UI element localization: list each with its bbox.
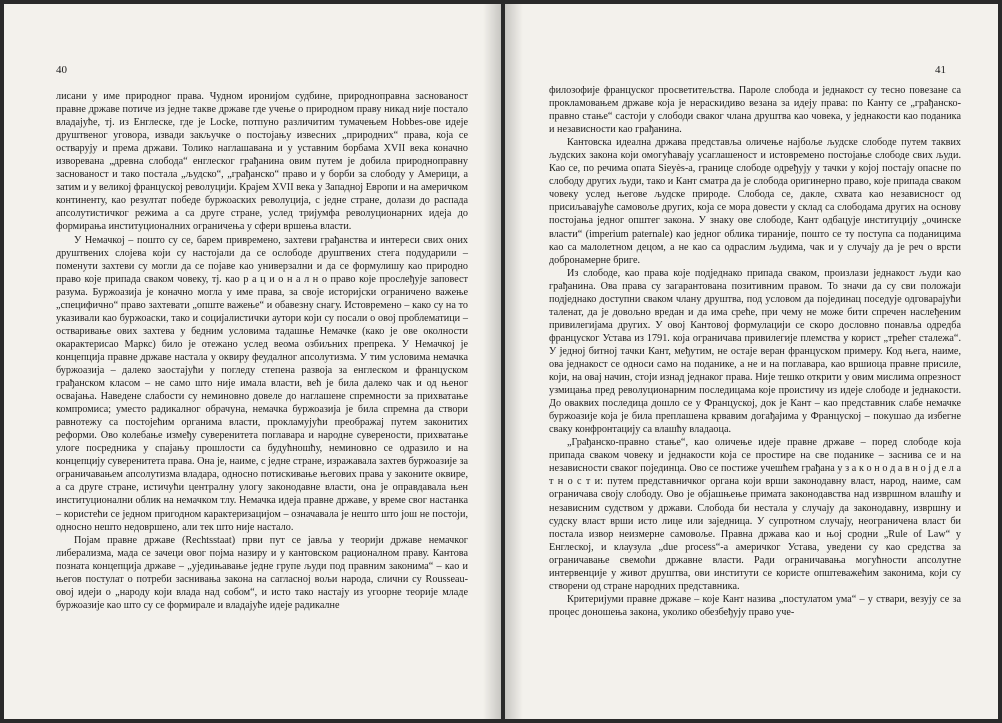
right-page [505,4,998,719]
left-page [4,4,501,719]
paragraph: Критеријуми правне државе – које Кант назива „постулатом ума“ – у ствари, везују се за процес доношења закона, уколико обезбеђују право уче- [549,593,961,618]
gutter-shadow-left [483,4,501,719]
paragraph: лисани у име природног права. Чудном иронијом судбине, природноправна заснованост правне државе потиче из једне такве државе где учење о природном праву никад није постало владајуће, тј. из Енглеске, где је Locke, потпуно различитим тумачењем Hobbes-ове идеје друштвеног уговора, извади закључке о постојању извесних „природних“ права, која се остварују и према држави. Толико наглашавана и у уставним борбама XVII века коначно изворевана „древна слобода“ енглеског грађанина овим путем је добила природноправну заснованост и тако постала „људско“, „грађанско“ право и у борби за слободу у Америци, а затим и у великој француској револуцији. Крајем XVII века у Западној Европи и на америчком континенту, као резултат победе буржоаских револуција, с једне стране, долази до распада апсолутистичког режима а са друге стране, услед тријумфа револуционарних идеја до формирања институционалних ограничења у сфери вршења власти. [56,91,468,233]
page-number-left: 40 [56,64,67,76]
gutter-shadow-right [505,4,523,719]
page-number-right: 41 [935,64,946,76]
paragraph: Појам правне државе (Rechtsstaat) први пут се јавља у теорији државе немачког либерализма, мада се зачеци овог појма назиру и у кантовском рационалном праву. Кантова позната концепција државе – „уједињавање једне групе људи под правним законима“ – као и његов постулат о потреби заснивања закона на сагласној вољи народа, слични су Rousseau-овој идеји о „народу који влада над собом“, и исто тако настају из угоорне теорије младе буржоазије као што су се формирале и владајуће идеје радикалне [56,534,468,611]
paragraph: филозофије француског просветитељства. Пароле слобода и једнакост су тесно повезане са прокламовањем државе која је нераскидиво везана за идеју права: по Канту се „грађанско-правно стање“ састоји у слободи сваког члана друштва као човека, у једнакости као поданика и независности као грађанина. [549,85,961,136]
paragraph: Кантовска идеална држава представља оличење најбоље људске слободе путем таквих људских закона који омогућавају усаглашеност и истовремено постојање слободе свих људи. Као се, по речима опата Sieyès-а, границе слободе одређују у тачки у којој постају опасне по слободу других људи, тако и Кант сматра да је слобода оригинерно право, које припада сваком човеку услед његове људске природе. Слобода се, дакле, схвата као независност од присиљавајуће самовоље других, која се мора довести у склад са слободама других на основу постојања једног општег закона. У знаку ове слободе, Кант одбацује институцију „очинске власти“ (imperium paternale) као једног облика тираније, пошто се ту поступа са поданицима као са малолетном децом, а не као са одраслим људима, чак и у случају да је реч о врсти добронамерне бриге. [549,137,961,266]
right-page-text [549,84,961,619]
left-page-text [56,90,468,612]
paragraph: Из слободе, као права које подједнако припада сваком, произлази једнакост људи као грађанина. Ова права су загарантована позитивним правом. То значи да су сви положаји подједнако доступни сваком члану друштва, под условом да појединац поседује одговарајући таленат, да је довољно вредан и да има среће, при чему не може бити спречен наслеђеним привилегијама других. У овој Кантовој формулацији се скоро дословно понавља одредба француског Устава из 1791. која ограничава привилегије племства у корист „трећег сталежа“. У једној битној тачки Кант, међутим, не остаје веран француском примеру. Код њега, наиме, ова једнакост се односи само на поданике, а не и на поглавара, као вршиоца правне присиле, који, на овај начин, стоји изнад једнаког права. Није тешко открити у овим мислима опрезност узмицања пред револуционарним последицама које проистичу из идеје слободе и једнакости. До оваквих последица дошло се у Француској, док је Кант – као представник слабе немачке буржоазије која је била преплашена крвавим догађајима у Француској – покушао да избегне сваку конфронтацију са влашћу владаоца. [549,267,961,436]
paragraph: „Грађанско-правно стање“, као оличење идеје правне државе – поред слободе која припада сваком човеку и једнакости која се простире на све поданике – заснива се и на независности сваког појединца. Ово се постиже учешћем грађана у з а к о н о д а в н о ј д е л а т н о с т и: путем представничког органа који врши законодавну власт, народ, наиме, сам ограничава своју слободу. Ово је објашњење примата законодавства над извршном влашћу и независним судством у држави. Слобода би нестала у случају да законодавну, извршну и судску власт врши исто лице или заједница. У супротном случају, неограничена власт би постала извор неизмерне самовоље. Правна држава као и њој сродни „Rule of Law“ у Енглеској, и клаузула „due process“-а америчког Устава, уведени су као средства за ограничавање свемоћи државне власти. Ради ограничавања могућности апсолутне интервенције у живот друштва, ови институти се користе општеважећим законима, који су створени од стране народних представника. [549,437,961,592]
paragraph: У Немачкој – пошто су се, барем привремено, захтеви грађанства и интереси свих оних друштвених слојева који су настојали да се ослободе друштвених стега подударили – поменути захтеви су могли да се појаве као универзални и да се формулишу као природно право које припада сваком човеку, тј. као р а ц и о н а л н о право које прослеђује заповест разума. Буржоазија је коначно могла у име права, за своје историјски ограничено важење „специфично“ право захтевати „опште важење“ и обавезну снагу. Истовремено – како су на то указивали као буржоаски, тако и социјалистички аутори који су посали о овој проблематици – остваривање ових захтева у бедним условима тадашње Немачке (како је ове околности окарактерисао Маркс) било је отежано услед веома озбиљних препрека. У Немачкој је концепција правне државе настала у оквиру феудалног апсолутизма. У тим условима немачка буржоазија – далеко заостајући у погледу степена развоја за енглеском и француском грађанском класом – не само што није имала власти, већ је била далеко чак и од њеног освајања. Наведене слабости су неминовно довеле до наглашене спремности за прихватање компромиса; уместо радикалног обрачуна, немачка буржоазија је била спремна да створи равнотежу са постојећим органима власти, прокламујући преображај путем законитих реформи. Ово колебање између суверенитета поглавара и народне суверености, прихватање улоге посредника у спајању прошлости са будућношћу, неминовно се одразило и на концепцију суверенитета права. Она је, наиме, с једне стране, изражавала захтев буржоазије за ограничавањем апсолутизма владара, односно потискивање његових права у законите оквире, а са друге стране, истичући централну улогу законодавне власти, она је оправдавала њен институционални облик на немачком тлу. Немачка идеја правне државе, у време свог настанка – користећи се једном пригодном карактеризацијом – означавала је нешто што још не постоји, односно нешто недовршено, али тек што није настало. [56,234,468,533]
